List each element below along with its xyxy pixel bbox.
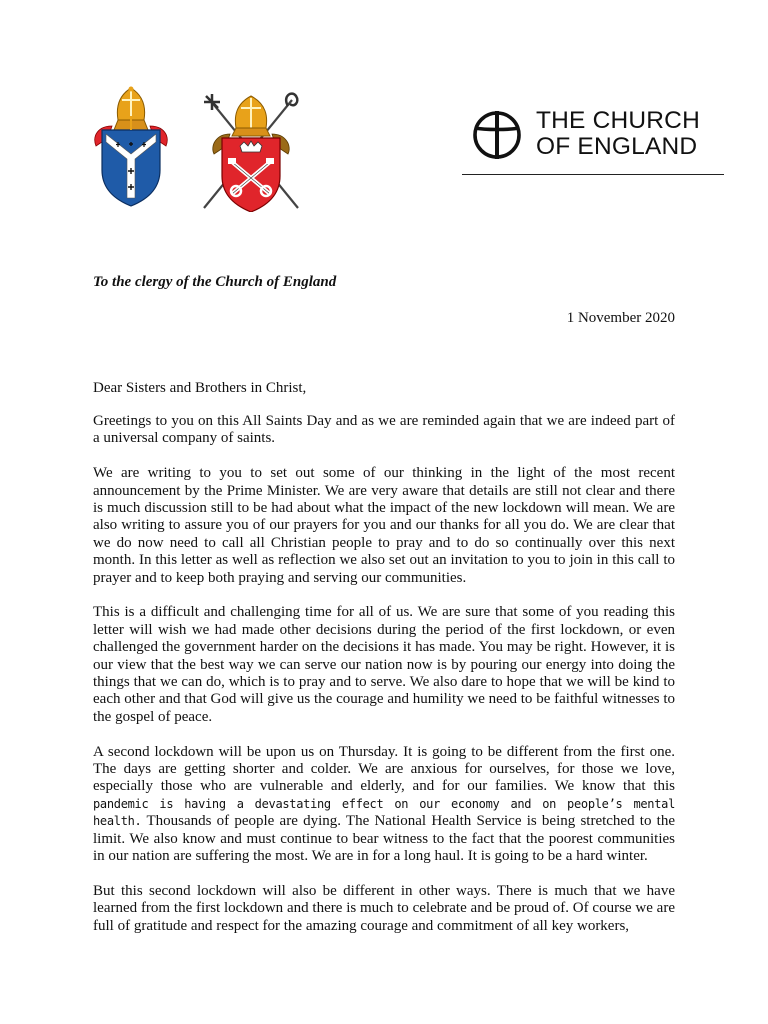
header-rule bbox=[462, 174, 724, 175]
logo-line-1: THE CHURCH bbox=[536, 107, 700, 134]
church-of-england-wordmark bbox=[536, 108, 700, 160]
paragraph-1: Greetings to you on this All Saints Day and as we are reminded again that we are indeed part of a universal company of saints. bbox=[93, 413, 675, 447]
letter-addressee: To the clergy of the Church of England bbox=[93, 274, 337, 290]
logo-line-2: OF ENGLAND bbox=[536, 133, 698, 160]
paragraph-4-part-2: Thousands of people are dying. The National Health Service is being stretched to the limit. We also know and must continue to bear witness to the fact that the poorest communities in our nation are suffering the most. We are in for a long haul. It is going to be a hard winter. bbox=[93, 813, 676, 865]
paragraph-5: But this second lockdown will also be different in other ways. There is much that we have learned from the first lockdown and there is much to celebrate and be proud of. Of course we are full of gratitude and respect for the amazing courage and commitment of all key workers, bbox=[93, 882, 675, 934]
paragraph-3: This is a difficult and challenging time for all of us. We are sure that some of you reading this letter will wish we had made other decisions during the period of the first lockdown, or even challenged the government harder on the decisions it has made. You may be right. However, it is our view that the best way we can serve our nation now is by pouring our energy into doing the things that we can do, which is to pray and to serve. We also dare to hope that we will be kind to each other and that God will give us the courage and humility we need to be faithful witnesses to the gospel of peace. bbox=[93, 604, 675, 725]
church-of-england-cross-icon bbox=[472, 110, 522, 160]
paragraph-2: We are writing to you to set out some of our thinking in the light of the most recent announcement by the Prime Minister. We are very aware that details are still not clear and there is much discussion still to be had about what the impact of the new lockdown will mean. We are also writing to assure you of our prayers for you and our thanks for all you do. We are clear that we do now need to call all Christian people to pray and to do so continually over this next month. In this letter as well as reflection we also set out an invitation to you to join in this call to prayer and to keep both praying and serving our communities. bbox=[93, 465, 675, 586]
letter-body bbox=[93, 413, 675, 953]
letter-salutation: Dear Sisters and Brothers in Christ, bbox=[93, 380, 307, 396]
church-of-england-logo bbox=[468, 108, 724, 180]
letter-date: 1 November 2020 bbox=[566, 310, 675, 326]
paragraph-4 bbox=[93, 744, 675, 866]
york-crest-icon bbox=[196, 90, 306, 212]
canterbury-crest-icon bbox=[88, 86, 174, 208]
paragraph-4-monospace-line: pandemic is having a devastating effect on our economy and on people’s mental health. bbox=[93, 796, 675, 829]
paragraph-4-part-1: A second lockdown will be upon us on Thursday. It is going to be different from the first one. The days are getting shorter and colder. We are anxious for ourselves, for those we love, especially those who are vulnerable and elderly, and for our families. We know that this bbox=[93, 743, 675, 795]
